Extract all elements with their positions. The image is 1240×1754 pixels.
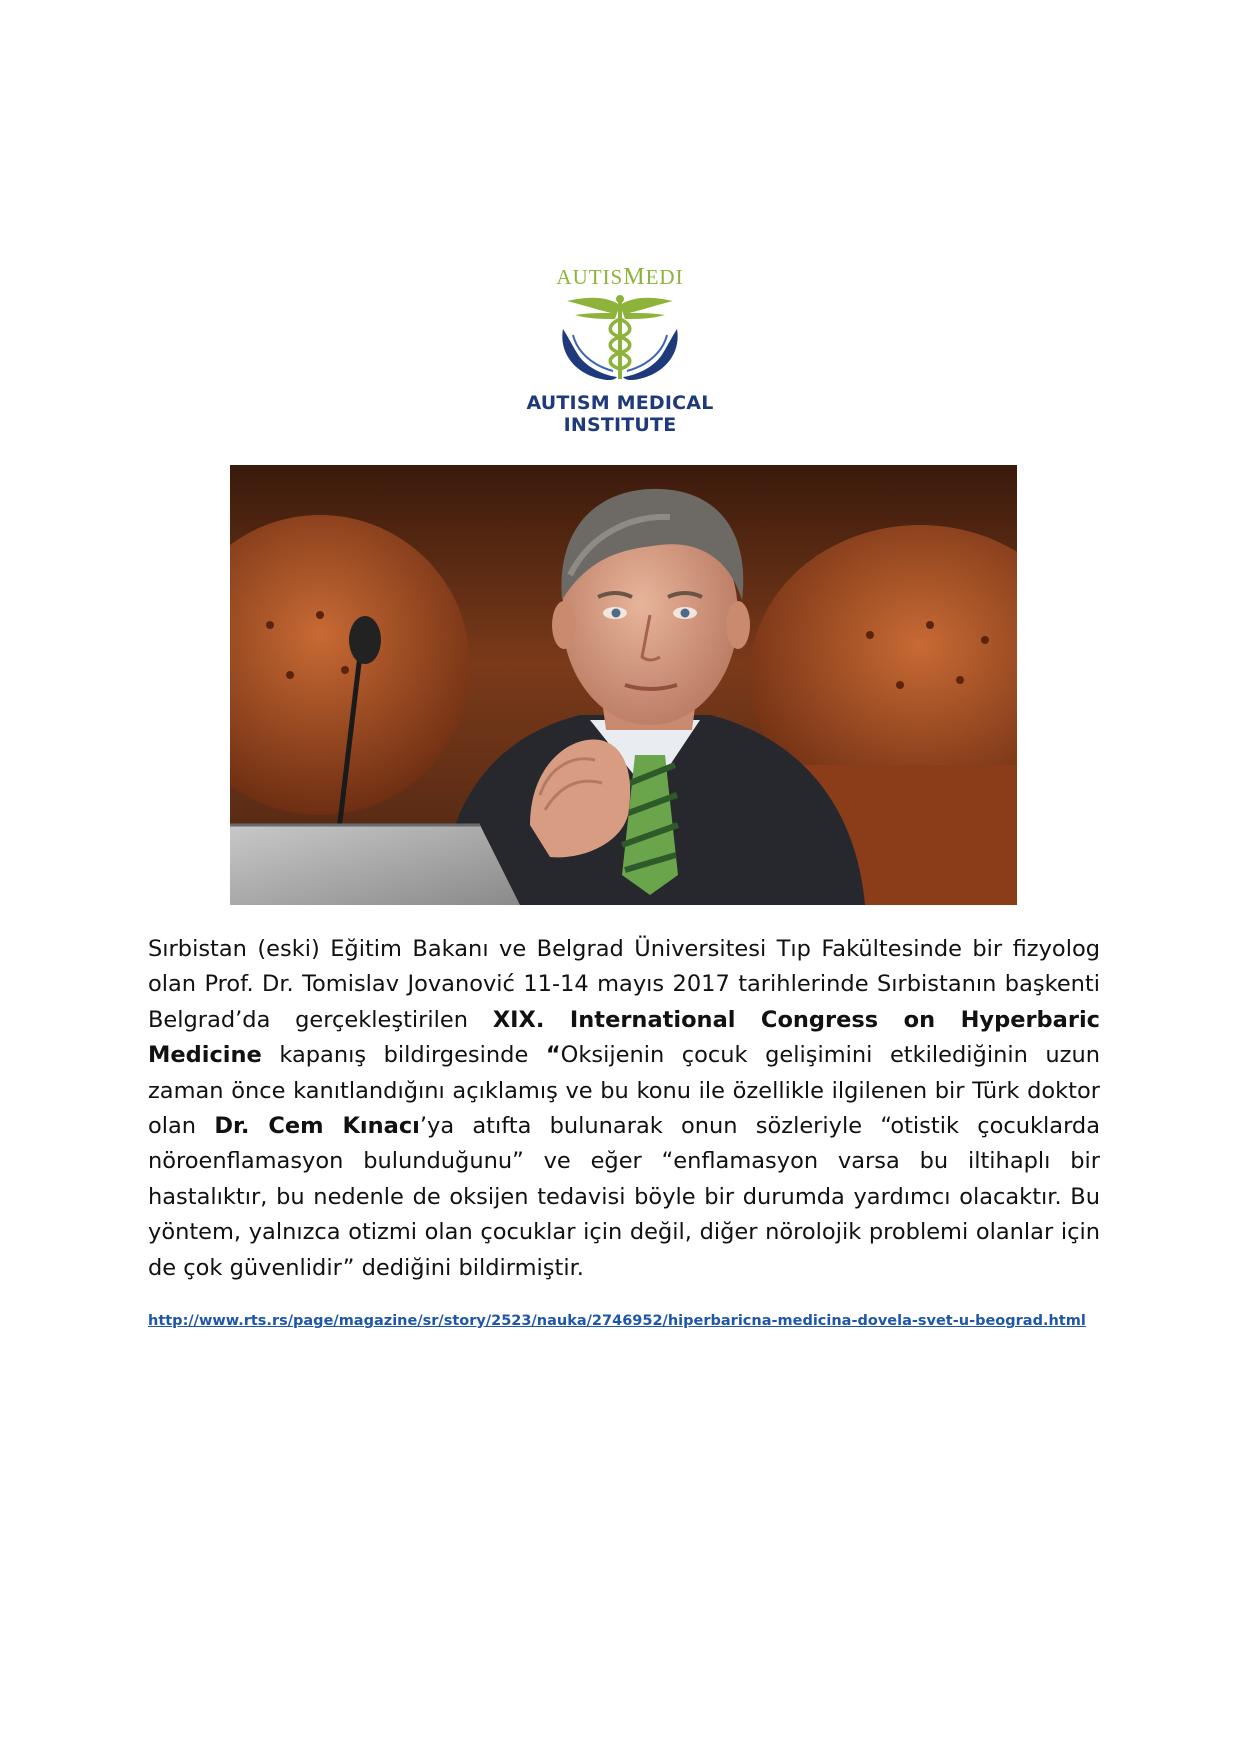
logo-wordmark: AUTISMEDI [556,264,684,290]
portrait-illustration [230,465,1017,905]
portrait-photo [230,465,1017,905]
logo-caption: AUTISM MEDICAL INSTITUTE [526,392,714,436]
institute-logo [470,265,770,436]
source-link[interactable]: http://www.rts.rs/page/magazine/sr/story/2523/nauka/2746952/hiperbaricna-medicina-dovela-svet-u-beograd.html [148,1313,1086,1329]
caduceus-in-hands-icon [555,291,685,386]
article-paragraph: Sırbistan (eski) Eğitim Bakanı ve Belgrad Üniversitesi Tıp Fakültesinde bir fizyolog olan Prof. Dr. Tomislav Jovanović 11-14 mayıs 2017 tarihlerinde Sırbistanın başkenti Belgrad’da gerçekleştirilen XIX. International Congress on Hyperbaric Medicine kapanış bildirgesinde “Oksijenin çocuk gelişimini etkilediğinin uzun zaman önce kanıtlandığını açıklamış ve bu konu ile özellikle ilgilenen bir Türk doktor olan Dr. Cem Kınacı’ya atıfta bulunarak onun sözleriyle “otistik çocuklarda nöroenflamasyon bulunduğunu” ve eğer “enflamasyon varsa bu iltihaplı bir hastalıktır, bu nedenle de oksijen tedavisi böyle bir durumda yardımcı olacaktır. Bu yöntem, yalnızca otizmi olan çocuklar için değil, diğer nörolojik problemi olanlar için de çok güvenlidir” dediğini bildirmiştir. [148,936,1100,1281]
